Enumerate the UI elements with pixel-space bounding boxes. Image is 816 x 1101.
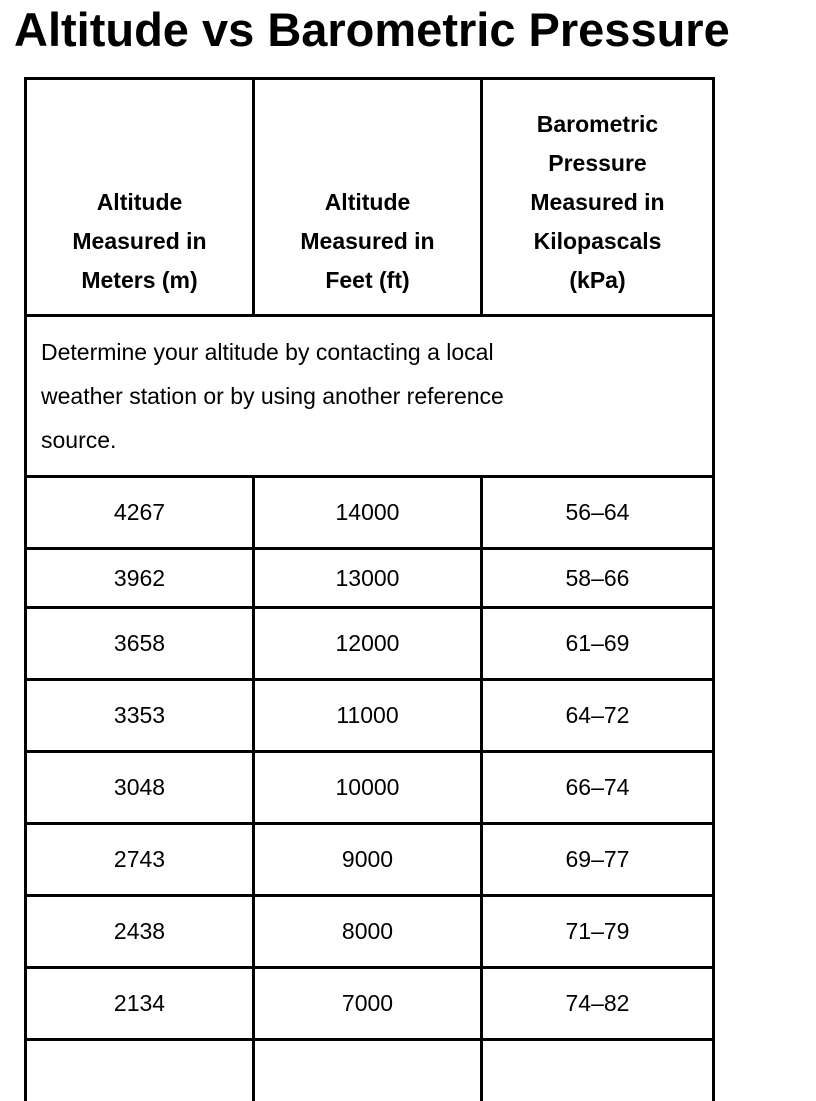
- pressure-cell: 58–66: [482, 549, 714, 608]
- pressure-cell: [482, 1040, 714, 1101]
- header-line: Measured in: [489, 183, 706, 222]
- meters-cell: 4267: [26, 477, 254, 549]
- note-line: Determine your altitude by contacting a local: [41, 330, 698, 374]
- header-line: Altitude: [33, 183, 246, 222]
- feet-cell: 8000: [254, 896, 482, 968]
- feet-cell: 12000: [254, 608, 482, 680]
- feet-cell: 13000: [254, 549, 482, 608]
- header-line: Feet (ft): [261, 261, 474, 300]
- pressure-cell: 64–72: [482, 680, 714, 752]
- header-line: Kilopascals: [489, 222, 706, 261]
- header-altitude-feet: [254, 79, 482, 316]
- table-row: [26, 477, 714, 549]
- meters-cell: 3353: [26, 680, 254, 752]
- table-row: [26, 549, 714, 608]
- note-text: [26, 316, 714, 477]
- feet-cell: [254, 1040, 482, 1101]
- altitude-pressure-table: [24, 77, 715, 1101]
- pressure-cell: 69–77: [482, 824, 714, 896]
- header-altitude-meters: [26, 79, 254, 316]
- meters-cell: 2134: [26, 968, 254, 1040]
- header-pressure-kpa: [482, 79, 714, 316]
- meters-cell: 3962: [26, 549, 254, 608]
- table-row: [26, 896, 714, 968]
- header-line: (kPa): [489, 261, 706, 300]
- table-row: [26, 680, 714, 752]
- note-row: [26, 316, 714, 477]
- meters-cell: [26, 1040, 254, 1101]
- table-row: [26, 824, 714, 896]
- table-row: [26, 608, 714, 680]
- table-header-row: [26, 79, 714, 316]
- header-line: Meters (m): [33, 261, 246, 300]
- header-line: Measured in: [33, 222, 246, 261]
- pressure-cell: 74–82: [482, 968, 714, 1040]
- meters-cell: 3658: [26, 608, 254, 680]
- header-line: Barometric: [489, 105, 706, 144]
- note-line: source.: [41, 418, 698, 462]
- feet-cell: 9000: [254, 824, 482, 896]
- pressure-cell: 66–74: [482, 752, 714, 824]
- feet-cell: 11000: [254, 680, 482, 752]
- feet-cell: 10000: [254, 752, 482, 824]
- table-row: [26, 968, 714, 1040]
- pressure-cell: 71–79: [482, 896, 714, 968]
- pressure-cell: 61–69: [482, 608, 714, 680]
- feet-cell: 14000: [254, 477, 482, 549]
- header-line: Pressure: [489, 144, 706, 183]
- note-line: weather station or by using another reference: [41, 374, 698, 418]
- header-line: Altitude: [261, 183, 474, 222]
- header-line: Measured in: [261, 222, 474, 261]
- feet-cell: 7000: [254, 968, 482, 1040]
- table-row: [26, 752, 714, 824]
- pressure-cell: 56–64: [482, 477, 714, 549]
- meters-cell: 2438: [26, 896, 254, 968]
- page-title: Altitude vs Barometric Pressure: [14, 2, 730, 58]
- meters-cell: 2743: [26, 824, 254, 896]
- meters-cell: 3048: [26, 752, 254, 824]
- table-row: [26, 1040, 714, 1101]
